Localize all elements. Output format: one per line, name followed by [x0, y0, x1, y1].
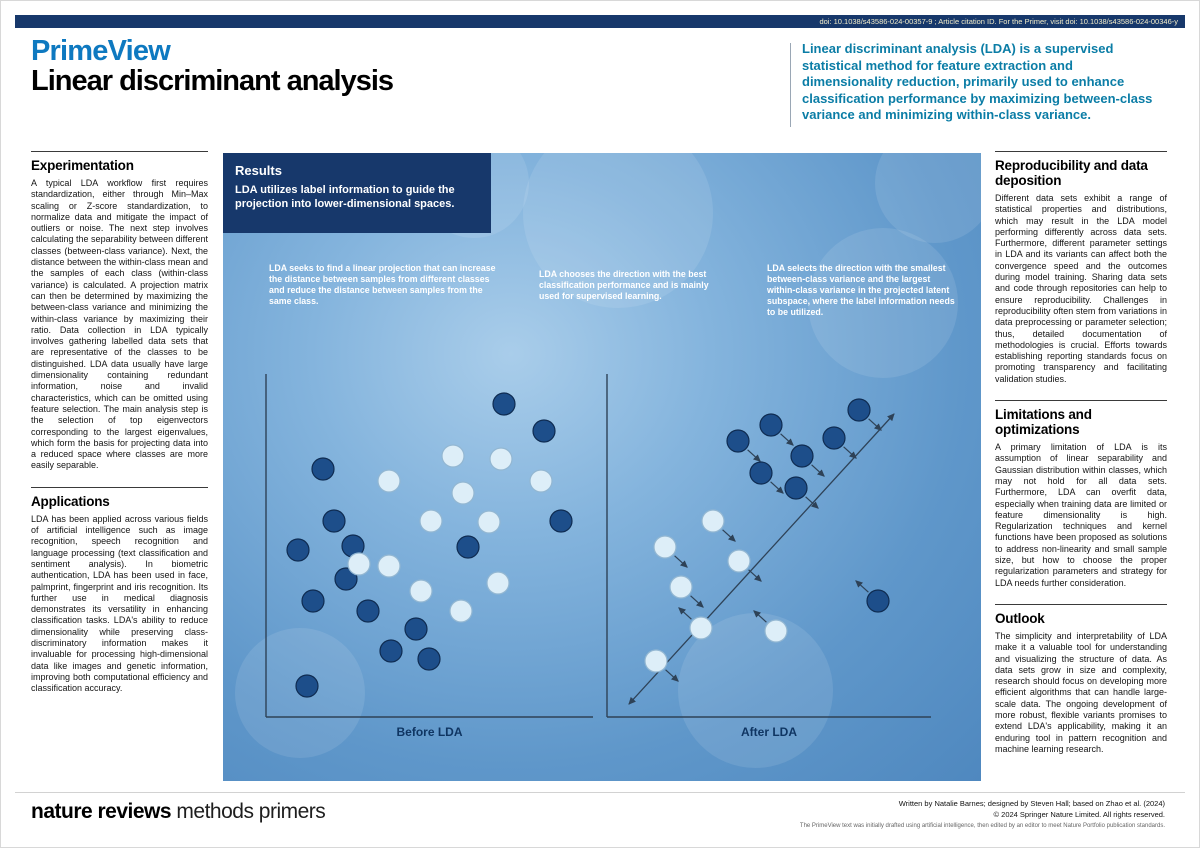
section-experimentation: [31, 151, 208, 472]
credits-block: [800, 799, 1165, 830]
journal-logo: [31, 800, 325, 824]
section-heading: Limitations and optimizations: [995, 407, 1092, 438]
section-body: Different data sets exhibit a range of statistical properties and distributions, which may result in the LDA model performing differently across data sets. Furthermore, different parameter settings in LDA and its variants can affect both the convergence speed and the outcomes during model training. Sharing data sets and code through repositories can help to ensure reproducibility. Challenges in reproducibility often stem from variations in data preprocessing or parameter selection; thus, detailed documentation of methodologies is crucial. Efforts towards establishing reporting standards focus on promoting transparency and facilitating validation studies.: [995, 193, 1167, 384]
results-panel: [223, 153, 981, 781]
right-column: [995, 151, 1167, 770]
scatter-plots-svg: [223, 153, 981, 781]
top-citation-bar: [15, 15, 1185, 28]
section-applications: [31, 487, 208, 695]
journal-logo-light: methods primers: [171, 800, 326, 823]
page-title: Linear discriminant analysis: [31, 65, 394, 97]
section-body: The simplicity and interpretability of LDA make it a valuable tool for understanding and visualizing the structure of data. As data sets grow in size and complexity, research should focus on developing more efficient algorithms that can handle large-scale data. The ongoing development of more robust, flexible variants promises to extend LDA's applicability, making it an enduring tool in pattern recognition and machine learning research.: [995, 630, 1167, 754]
caption-supervised-learning: LDA chooses the direction with the best classification performance and is mainly used for supervised learning.: [539, 269, 709, 301]
section-heading: Experimentation: [31, 158, 134, 173]
left-column: [31, 151, 208, 709]
journal-logo-bold: nature reviews: [31, 800, 172, 823]
section-heading: Reproducibility and data deposition: [995, 158, 1148, 188]
caption-linear-projection: LDA seeks to find a linear projection that can increase the distance between samples from different classes and reduce the distance between samples from the same class.: [269, 263, 496, 306]
section-limitations: [995, 400, 1167, 589]
results-box: [223, 153, 491, 233]
after-lda-label: After LDA: [741, 725, 797, 739]
citation-link[interactable]: doi: 10.1038/s43586-024-00357-9 ; Article citation ID. For the Primer, visit doi: 10.1038/s43586-024-00346-y: [819, 17, 1178, 26]
section-rule: [995, 400, 1167, 401]
credit-copyright: © 2024 Springer Nature Limited. All rights reserved.: [993, 810, 1165, 819]
section-heading: Applications: [31, 493, 110, 509]
caption-direction-selection: LDA selects the direction with the smallest between-class variance and the largest within-class variance in the projected latent subspace, where the label information needs to be utilized.: [767, 263, 955, 317]
section-reproducibility: [995, 151, 1167, 385]
summary-text: Linear discriminant analysis (LDA) is a supervised statistical method for feature extraction and dimensionality reduction, primarily used to enhance classification performance by maximizing between-class variance and minimizing within-class variance.: [802, 41, 1153, 122]
footer-divider: [15, 792, 1185, 793]
section-body: LDA has been applied across various fields of artificial intelligence such as image recognition, speech recognition and language processing (text classification and sentiment analysis). In biometric authentication, LDA has been used in face, palmprint, fingerprint and iris recognition. Its further use in medical diagnosis demonstrates its versatility in enhancing classification tasks. LDA's ability to reduce dimensionality while preserving class-discriminatory information makes it invaluable for processing high-dimensional data like images and genetic information, improving both computational efficiency and classification accuracy.: [31, 513, 208, 694]
section-rule: [995, 604, 1167, 605]
credit-authors: Written by Natalie Barnes; designed by Steven Hall; based on Zhao et al. (2024): [898, 799, 1165, 808]
brand-title: PrimeView: [31, 35, 170, 67]
section-body: A typical LDA workflow first requires standardization, either through Min–Max scaling or Z-score standardization, to normalize data and mitigate the impact of outliers or noise. The next step involves calculating the separability between different classes (between-class variance). Next, the distance between the within-class mean and the samples of each class (within-class variance) is calculated. A projection matrix can then be determined by maximizing the between-class variance and minimizing the within-class variance by maximizing their ratio. Data collection in LDA typically involves gathering labelled data sets that are representative of the classes to be distinguished. LDA data usually have large dimensionality containing redundant information, noise and invalid characteristics, which can be omitted using feature selection. The main analysis step is the selection of top eigenvectors corresponding to the largest eigenvalues, which form the basis for projecting data into a reduced space where classes are more easily separable.: [31, 178, 208, 471]
section-body: A primary limitation of LDA is its assumption of linear separability and Gaussian distribution within classes, which may not hold for all data sets. Furthermore, LDA can overfit data, especially when training data are limited or feature dimensionality is high. Regularization techniques and kernel functions have been proposed as solutions to address non-linearity and small sample size, but how to choose the proper regularization parameters and strategy for LDA needs further consideration.: [995, 442, 1167, 588]
section-heading: Outlook: [995, 610, 1045, 626]
results-intro-text: LDA utilizes label information to guide the projection into lower-dimensional spaces.: [235, 184, 455, 210]
results-title: Results: [235, 163, 282, 178]
section-rule: [31, 487, 208, 488]
section-outlook: [995, 604, 1167, 755]
section-rule: [31, 151, 208, 152]
section-rule: [995, 151, 1167, 152]
summary-divider: [790, 43, 791, 127]
before-lda-label: Before LDA: [396, 725, 463, 739]
credit-ai-note: The PrimeView text was initially drafted using artificial intelligence, then edited by an editor to meet Nature Portfolio publication standards.: [799, 823, 1165, 829]
